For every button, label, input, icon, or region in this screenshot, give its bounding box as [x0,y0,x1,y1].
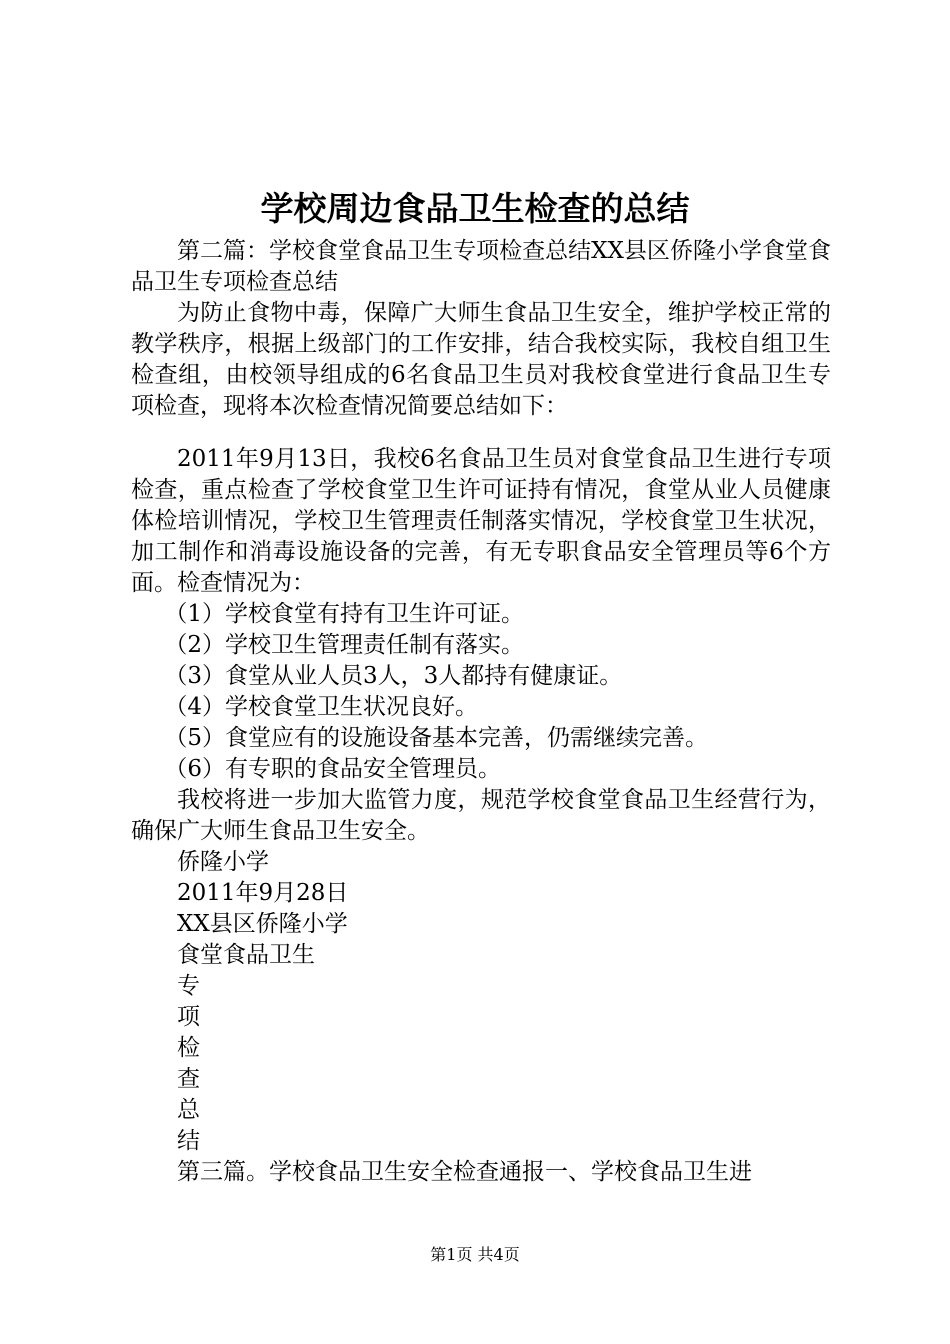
tail-line: XX县区侨隆小学 [177,911,348,937]
paragraph-inspection: 2011年9月13日，我校6名食品卫生员对食堂食品卫生进行专项检查，重点检查了学校食堂卫生许可证持有情况，食堂从业人员健康体检培训情况，学校卫生管理责任制落实情况，学校食堂卫生状况，加工制作和消毒设施设备的完善，有无专职食品安全管理员等6个方面。检查情况为： [131,446,831,596]
tail-line: 结 [177,1128,200,1154]
paragraph-gap [131,422,831,444]
tail-line: 项 [177,1004,200,1030]
paragraph-purpose: 为防止食物中毒，保障广大师生食品卫生安全，维护学校正常的教学秩序，根据上级部门的工作安排，结合我校实际，我校自组卫生检查组，由校领导组成的6名食品卫生员对我校食堂进行食品卫生专项检查，现将本次检查情况简要总结如下： [131,300,831,419]
result-item-4: （4）学校食堂卫生状况良好。 [164,694,478,720]
page-footer: 第1页 共4页 [430,1245,520,1264]
tail-line: 专 [177,973,200,999]
tail-line: 总 [177,1097,200,1123]
result-item-3: （3）食堂从业人员3人，3人都持有健康证。 [164,663,623,689]
result-item-5: （5）食堂应有的设施设备基本完善，仍需继续完善。 [164,725,708,751]
tail-line: 查 [177,1066,200,1092]
signature-date: 2011年9月28日 [177,880,349,906]
document-body [131,236,831,1188]
result-item-1: （1）学校食堂有持有卫生许可证。 [164,601,524,627]
document-title: 学校周边食品卫生检查的总结 [260,189,690,228]
tail-line: 食堂食品卫生 [177,942,315,968]
result-item-2: （2）学校卫生管理责任制有落实。 [164,632,524,658]
tail-line: 检 [177,1035,200,1061]
signature-school: 侨隆小学 [177,849,269,875]
intro-paragraph: 第二篇：学校食堂食品卫生专项检查总结XX县区侨隆小学食堂食品卫生专项检查总结 [131,238,831,295]
paragraph-conclusion: 我校将进一步加大监管力度，规范学校食堂食品卫生经营行为，确保广大师生食品卫生安全。 [131,787,831,844]
paragraph-next-section: 第三篇。学校食品卫生安全检查通报一、学校食品卫生进 [177,1159,752,1185]
result-item-6: （6）有专职的食品安全管理员。 [164,756,501,782]
